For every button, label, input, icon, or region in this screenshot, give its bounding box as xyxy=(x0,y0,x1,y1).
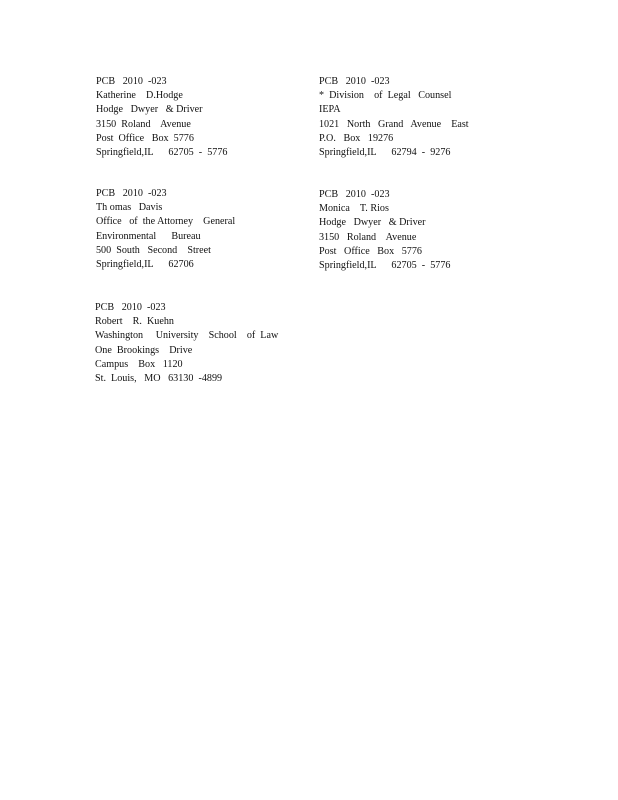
address-label xyxy=(319,187,519,272)
street-address: 1021 North Grand Avenue East xyxy=(319,117,469,130)
organization: Hodge Dwyer & Driver xyxy=(319,216,426,229)
po-box: Post Office Box 5776 xyxy=(319,244,422,257)
address-label xyxy=(319,74,519,159)
po-box: P.O. Box 19276 xyxy=(319,131,394,144)
case-number: PCB 2010 -023 xyxy=(96,187,167,199)
city-state-zip: St. Louis, MO 63130 -4899 xyxy=(95,372,223,385)
city-state-zip: Springfield,IL 62705 - 5776 xyxy=(319,259,451,272)
recipient-name: * Division of Legal Counsel xyxy=(319,89,452,102)
organization: Office of the Attorney General xyxy=(96,215,236,228)
organization: IEPA xyxy=(319,103,341,116)
city-state-zip: Springfield,IL 62705 - 5776 xyxy=(96,146,228,159)
case-number: PCB 2010 -023 xyxy=(96,75,167,87)
city-state-zip: Springfield,IL 62706 xyxy=(96,258,194,271)
address-label xyxy=(96,186,296,271)
po-box: Campus Box 1120 xyxy=(95,357,183,370)
city-state-zip: Springfield,IL 62794 - 9276 xyxy=(319,146,451,159)
po-box: Post Office Box 5776 xyxy=(96,131,194,144)
case-number: PCB 2010 -023 xyxy=(95,301,166,313)
organization: Washington University School of Law xyxy=(95,329,279,342)
department: Environmental Bureau xyxy=(96,229,201,242)
recipient-name: Robert R. Kuehn xyxy=(95,315,174,328)
recipient-name: Monica T. Rios xyxy=(319,202,389,215)
recipient-name: Katherine D.Hodge xyxy=(96,89,183,102)
address-label xyxy=(96,74,296,159)
case-number: PCB 2010 -023 xyxy=(319,75,390,87)
case-number: PCB 2010 -023 xyxy=(319,188,390,200)
organization: Hodge Dwyer & Driver xyxy=(96,103,203,116)
street-address: 500 South Second Street xyxy=(96,243,211,256)
recipient-name: Th omas Davis xyxy=(96,201,163,214)
street-address: One Brookings Drive xyxy=(95,343,193,356)
street-address: 3150 Roland Avenue xyxy=(319,230,417,243)
street-address: 3150 Roland Avenue xyxy=(96,117,191,130)
address-label xyxy=(95,300,295,385)
